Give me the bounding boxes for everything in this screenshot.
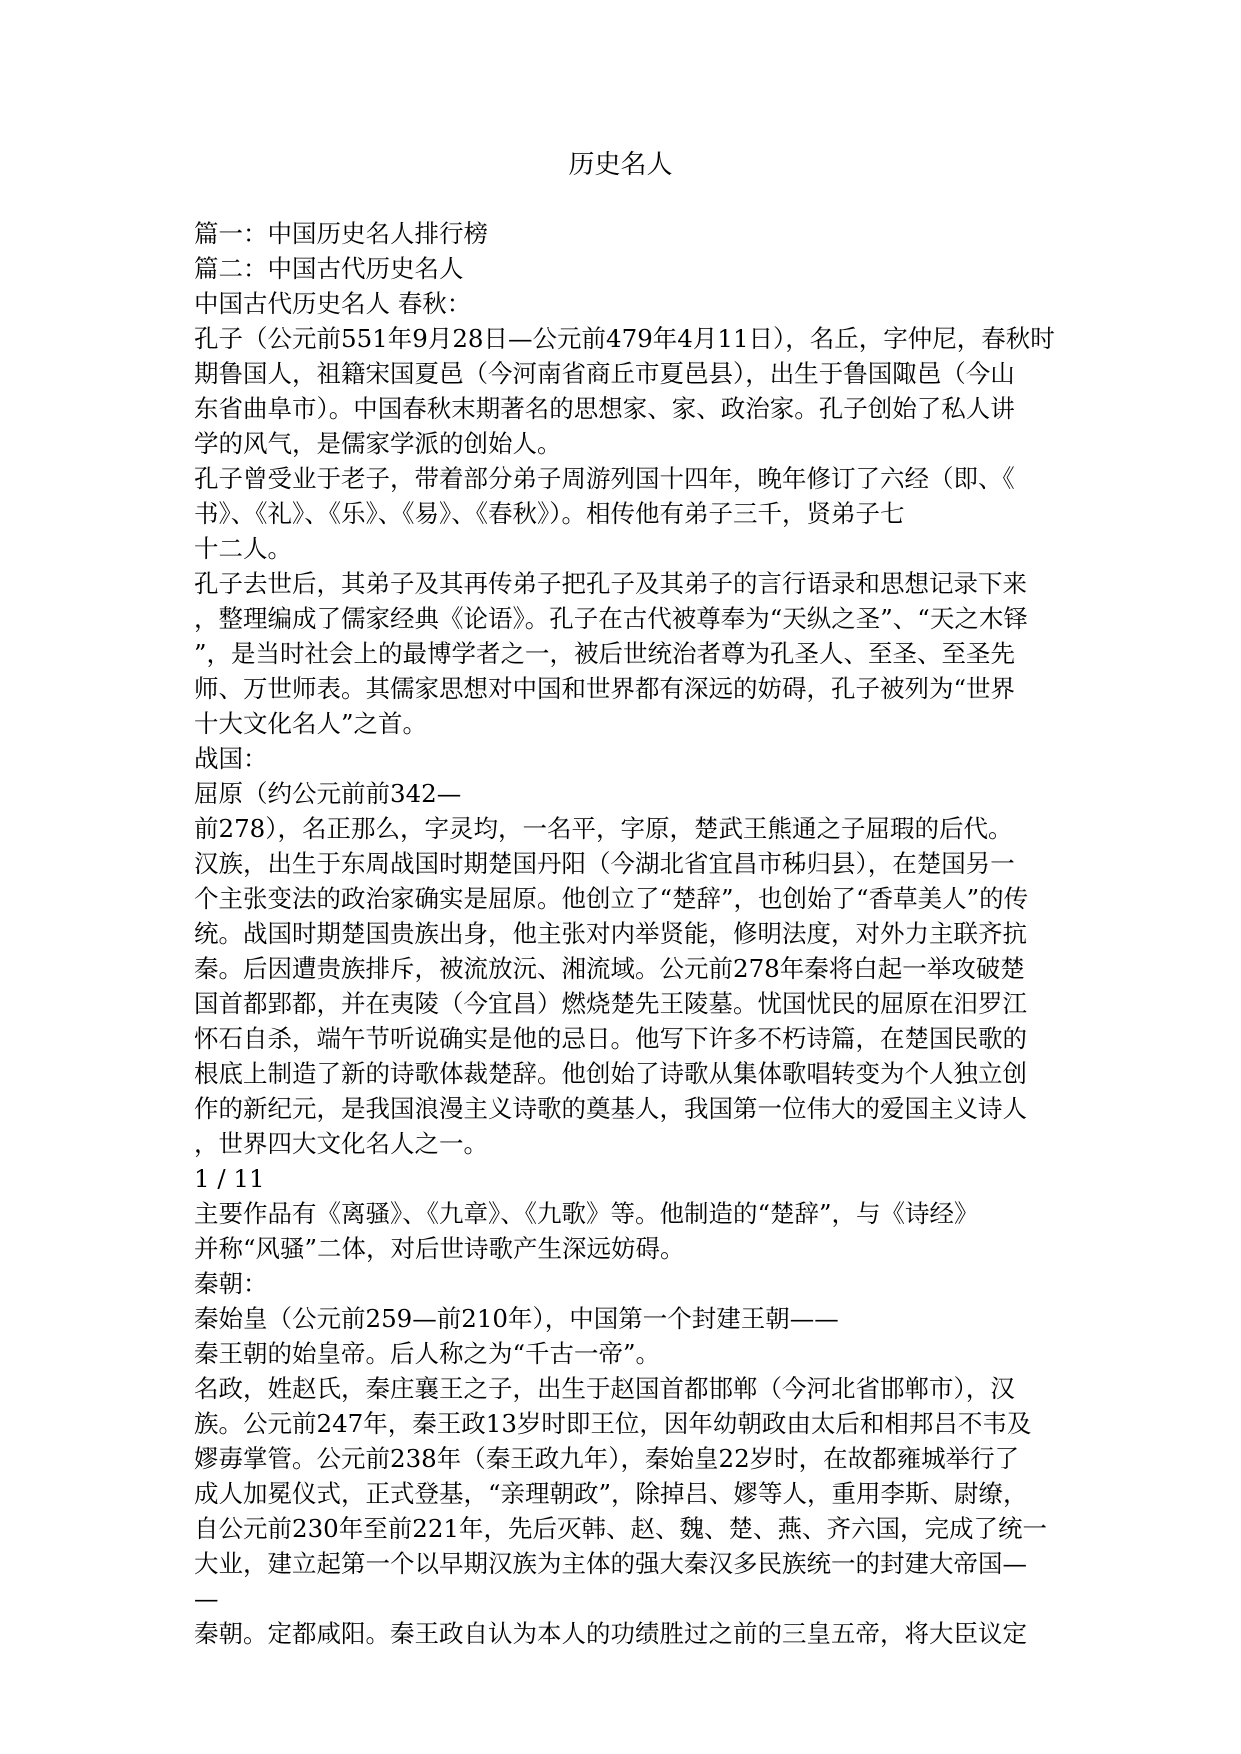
text-line: ，世界四大文化名人之一。 (194, 1129, 488, 1158)
text-line: 秦朝： (194, 1269, 268, 1298)
text-line: ，整理编成了儒家经典《论语》。孔子在古代被尊奉为“天纵之圣”、“天之木铎 (194, 604, 1028, 633)
text-line: 书》、《礼》、《乐》、《易》、《春秋》）。相传他有弟子三千，贤弟子七 (194, 499, 905, 528)
text-line: 孔子去世后，其弟子及其再传弟子把孔子及其弟子的言行语录和思想记录下来 (194, 569, 1027, 598)
text-line: 秦朝。定都咸阳。秦王政自认为本人的功绩胜过之前的三皇五帝，将大臣议定 (194, 1619, 1027, 1648)
text-line: 秦王朝的始皇帝。后人称之为“千古一帝”。 (194, 1339, 661, 1368)
text-line: 怀石自杀，端午节听说确实是他的忌日。他写下许多不朽诗篇，在楚国民歌的 (194, 1024, 1027, 1053)
text-line: 师、万世师表。其儒家思想对中国和世界都有深远的妨碍，孔子被列为“世界 (194, 674, 1016, 703)
text-line: 十大文化名人”之首。 (194, 709, 428, 738)
text-line: 自公元前230年至前221年，先后灭韩、赵、魏、楚、燕、齐六国，完成了统一 (194, 1514, 1048, 1543)
document-body (194, 216, 1074, 1651)
text-line: — (194, 1584, 219, 1613)
text-line: ”，是当时社会上的最博学者之一，被后世统治者尊为孔圣人、至圣、至圣先 (194, 639, 1016, 668)
text-line: 成人加冕仪式，正式登基，“亲理朝政”，除掉吕、嫪等人，重用李斯、尉缭， (194, 1479, 1028, 1508)
text-line: 学的风气，是儒家学派的创始人。 (194, 429, 562, 458)
text-line: 国首都郢都，并在夷陵（今宜昌）燃烧楚先王陵墓。忧国忧民的屈原在汨罗江 (194, 989, 1027, 1018)
text-line: 期鲁国人，祖籍宋国夏邑（今河南省商丘市夏邑县），出生于鲁国陬邑（今山 (194, 359, 1015, 388)
text-line: 孔子曾受业于老子，带着部分弟子周游列国十四年，晚年修订了六经（即、《 (194, 464, 1015, 493)
text-line: 秦。后因遭贵族排斥，被流放沅、湘流域。公元前278年秦将白起一举攻破楚 (194, 954, 1025, 983)
text-line: 个主张变法的政治家确实是屈原。他创立了“楚辞”，也创始了“香草美人”的传 (194, 884, 1029, 913)
text-line: 并称“风骚”二体，对后世诗歌产生深远妨碍。 (194, 1234, 685, 1263)
text-line: 汉族，出生于东周战国时期楚国丹阳（今湖北省宜昌市秭归县），在楚国另一 (194, 849, 1015, 878)
text-line: 嫪毐掌管。公元前238年（秦王政九年），秦始皇22岁时，在故都雍城举行了 (194, 1444, 1020, 1473)
page-number: 1 / 11 (194, 1164, 265, 1193)
text-line: 主要作品有《离骚》、《九章》、《九歌》等。他制造的“楚辞”，与《诗经》 (194, 1199, 979, 1228)
text-line: 前278），名正那么，字灵均，一名平，字原，楚武王熊通之子屈瑕的后代。 (194, 814, 1013, 843)
text-line: 统。战国时期楚国贵族出身，他主张对内举贤能，修明法度，对外力主联齐抗 (194, 919, 1027, 948)
text-line: 篇二：中国古代历史名人 (194, 254, 464, 283)
text-line: 名政，姓赵氏，秦庄襄王之子，出生于赵国首都邯郸（今河北省邯郸市），汉 (194, 1374, 1015, 1403)
text-line: 根底上制造了新的诗歌体裁楚辞。他创始了诗歌从集体歌唱转变为个人独立创 (194, 1059, 1027, 1088)
text-line: 东省曲阜市）。中国春秋末期著名的思想家、家、政治家。孔子创始了私人讲 (194, 394, 1015, 423)
text-line: 族。公元前247年，秦王政13岁时即王位，因年幼朝政由太后和相邦吕不韦及 (194, 1409, 1032, 1438)
text-line: 大业，建立起第一个以早期汉族为主体的强大秦汉多民族统一的封建大帝国— (194, 1549, 1027, 1578)
text-line: 十二人。 (194, 534, 292, 563)
text-line: 屈原（约公元前前342— (194, 779, 462, 808)
text-line: 篇一：中国历史名人排行榜 (194, 219, 488, 248)
text-line: 秦始皇（公元前259—前210年），中国第一个封建王朝—— (194, 1304, 839, 1333)
text-line: 作的新纪元，是我国浪漫主义诗歌的奠基人，我国第一位伟大的爱国主义诗人 (194, 1094, 1027, 1123)
text-line: 战国： (194, 744, 268, 773)
text-line: 孔子（公元前551年9月28日—公元前479年4月11日），名丘，字仲尼，春秋时 (194, 324, 1055, 353)
page-title: 历史名人 (568, 150, 673, 180)
text-line: 中国古代历史名人 春秋： (194, 289, 472, 318)
